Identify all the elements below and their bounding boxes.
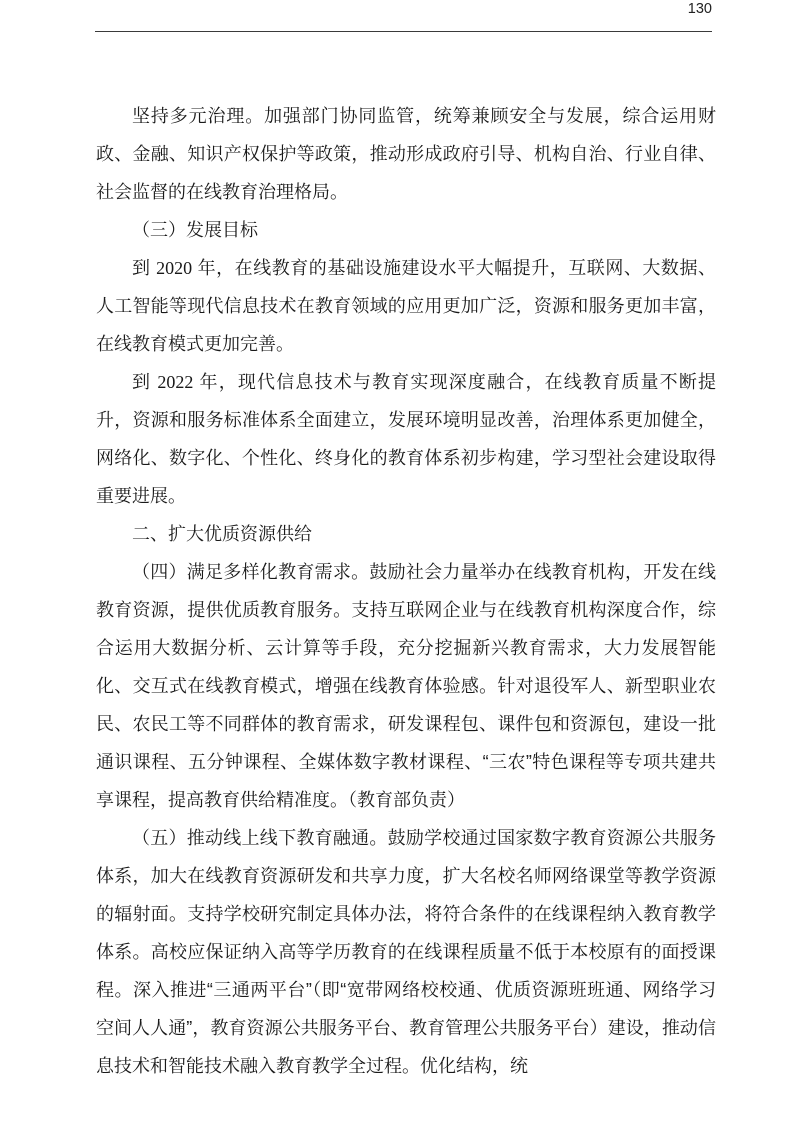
- page-number: 130: [687, 1, 712, 17]
- paragraph: 到 2020 年，在线教育的基础设施建设水平大幅提升，互联网、大数据、人工智能等现代信息技术在教育领域的应用更加广泛，资源和服务更加丰富，在线教育模式更加完善。: [96, 258, 716, 354]
- numeral: 2022: [157, 372, 194, 392]
- paragraph: （五）推动线上线下教育融通。鼓励学校通过国家数字教育资源公共服务体系，加大在线教育资源研发和共享力度，扩大名校名师网络课堂等教学资源的辐射面。支持学校研究制定具体办法，将符合条件的在线课程纳入教育教学体系。高校应保证纳入高等学历教育的在线课程质量不低于本校原有的面授课程。深入推进“三通两平台”（即“宽带网络校校通、优质资源班班通、网络学习空间人人通”，教育资源公共服务平台、教育管理公共服务平台）建设，推动信息技术和智能技术融入教育教学全过程。优化结构，统: [96, 828, 716, 1076]
- document-body: [96, 97, 716, 1085]
- header-rule: [95, 31, 712, 32]
- paragraph: 坚持多元治理。加强部门协同监管，统筹兼顾安全与发展，综合运用财政、金融、知识产权保护等政策，推动形成政府引导、机构自治、行业自律、社会监督的在线教育治理格局。: [96, 106, 716, 202]
- paragraph: （四）满足多样化教育需求。鼓励社会力量举办在线教育机构，开发在线教育资源，提供优质教育服务。支持互联网企业与在线教育机构深度合作，综合运用大数据分析、云计算等手段，充分挖掘新兴教育需求，大力发展智能化、交互式在线教育模式，增强在线教育体验感。针对退役军人、新型职业农民、农民工等不同群体的教育需求，研发课程包、课件包和资源包，建设一批通识课程、五分钟课程、全媒体数字教材课程、“三农”特色课程等专项共建共享课程，提高教育供给精准度。（教育部负责）: [96, 562, 716, 810]
- paragraph: 二、扩大优质资源供给: [132, 524, 312, 544]
- numeral: 2020: [156, 258, 193, 278]
- paragraph: 到 2022 年，现代信息技术与教育实现深度融合，在线教育质量不断提升，资源和服务标准体系全面建立，发展环境明显改善，治理体系更加健全，网络化、数字化、个性化、终身化的教育体系初步构建，学习型社会建设取得重要进展。: [96, 372, 716, 506]
- paragraph: （三）发展目标: [132, 220, 258, 240]
